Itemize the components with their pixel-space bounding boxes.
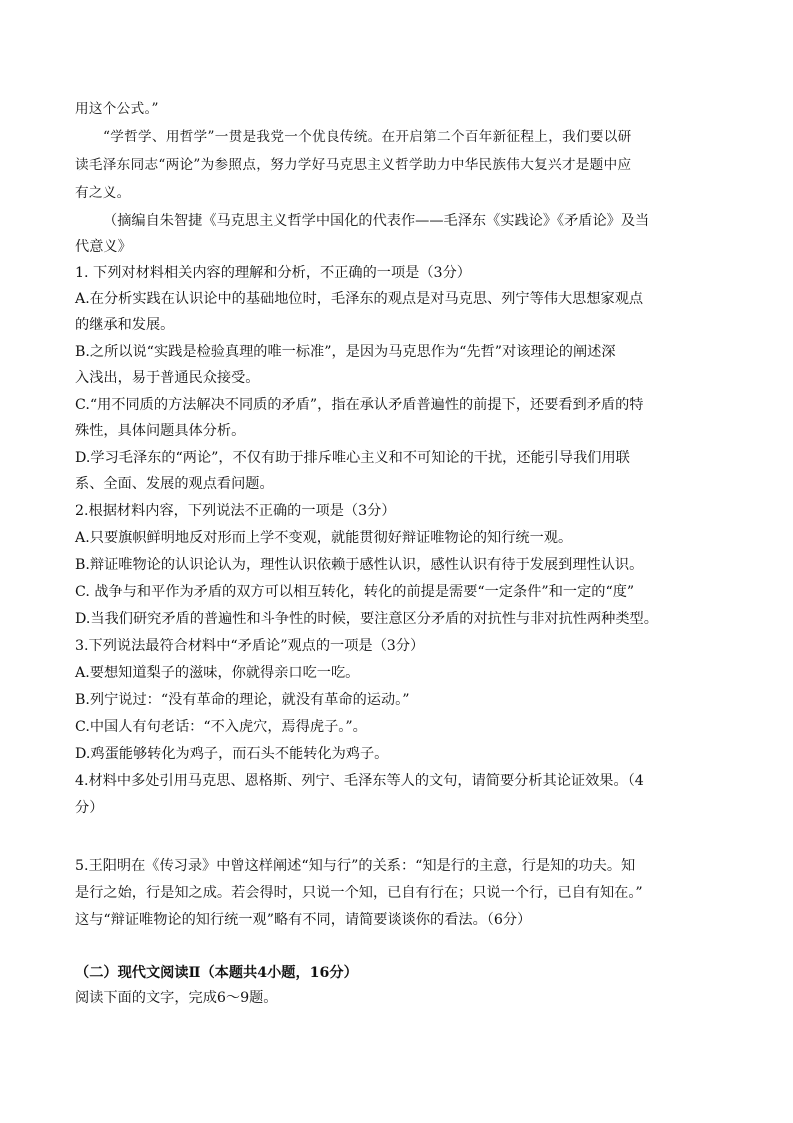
question-2: 2.根据材料内容，下列说法不正确的一项是（3分） [75, 503, 396, 519]
option-2a: A.只要旗帜鲜明地反对形而上学不变观，就能贯彻好辩证唯物论的知行统一观。 [75, 530, 573, 546]
source-citation: 代意义》 [75, 239, 132, 255]
passage-line: 用这个公式。” [75, 101, 159, 117]
question-5: 5.王阳明在《传习录》中曾这样阐述“知与行”的关系：“知是行的主意，行是知的功夫。知 [75, 858, 636, 874]
question-1: 1. 下列对材料相关内容的理解和分析，不正确的一项是（3分） [75, 265, 471, 281]
option-3d: D.鸡蛋能够转化为鸡子，而石头不能转化为鸡子。 [75, 746, 389, 762]
source-citation: （摘编自朱智捷《马克思主义哲学中国化的代表作——毛泽东《实践论》《矛盾论》及当 [103, 213, 650, 229]
question-5: 是行之始，行是知之成。若会得时，只说一个知，已自有行在；只说一个行，已自有知在。” [75, 885, 643, 901]
option-2d: D.当我们研究矛盾的普遍性和斗争性的时候，要注意区分矛盾的对抗性与非对抗性两种类型。 [75, 611, 658, 627]
option-2b: B.辩证唯物论的认识论认为，理性认识依赖于感性认识，感性认识有待于发展到理性认识。 [75, 557, 644, 573]
option-1c: C.“用不同质的方法解决不同质的矛盾”，指在承认矛盾普遍性的前提下，还要看到矛盾的特 [75, 397, 644, 413]
question-5: 这与“辩证唯物论的知行统一观”略有不同，请简要谈谈你的看法。（6分） [75, 912, 532, 928]
option-1a: 的继承和发展。 [75, 317, 175, 333]
section-heading: （二）现代文阅读Ⅱ（本题共4小题，16分） [75, 965, 358, 981]
passage-line: “学哲学、用哲学”一贯是我党一个优良传统。在开启第二个百年新征程上，我们要以研 [103, 129, 632, 145]
question-4: 4.材料中多处引用马克思、恩格斯、列宁、毛泽东等人的文句，请简要分析其论证效果。（4 [75, 773, 644, 789]
option-1b: B.之所以说“实践是检验真理的唯一标准”，是因为马克思作为“先哲”对该理论的阐述深 [75, 344, 616, 360]
option-3c: C.中国人有句老话：“不入虎穴，焉得虎子。”。 [75, 719, 367, 735]
option-3b: B.列宁说过：“没有革命的理论，就没有革命的运动。” [75, 692, 410, 708]
option-1c: 殊性，具体问题具体分析。 [75, 423, 246, 439]
question-3: 3.下列说法最符合材料中“矛盾论”观点的一项是（3分） [75, 638, 425, 654]
question-4: 分） [75, 800, 104, 816]
option-1d: D.学习毛泽东的“两论”，不仅有助于排斥唯心主义和不可知论的干扰，还能引导我们用联 [75, 450, 630, 466]
passage-line: 读毛泽东同志“两论”为参照点，努力学好马克思主义哲学助力中华民族伟大复兴才是题中应 [75, 157, 632, 173]
option-3a: A.要想知道梨子的滋味，你就得亲口吃一吃。 [75, 665, 360, 681]
option-1b: 入浅出，易于普通民众接受。 [75, 370, 260, 386]
section-instruction: 阅读下面的文字，完成6～9题。 [75, 990, 278, 1006]
passage-line: 有之义。 [75, 185, 131, 201]
option-1a: A.在分析实践在认识论中的基础地位时，毛泽东的观点是对马克思、列宁等伟大思想家观点 [75, 291, 644, 307]
option-1d: 系、全面、发展的观点看问题。 [75, 476, 274, 492]
option-2c: C. 战争与和平作为矛盾的双方可以相互转化，转化的前提是需要“一定条件”和一定的“度” [75, 584, 635, 600]
